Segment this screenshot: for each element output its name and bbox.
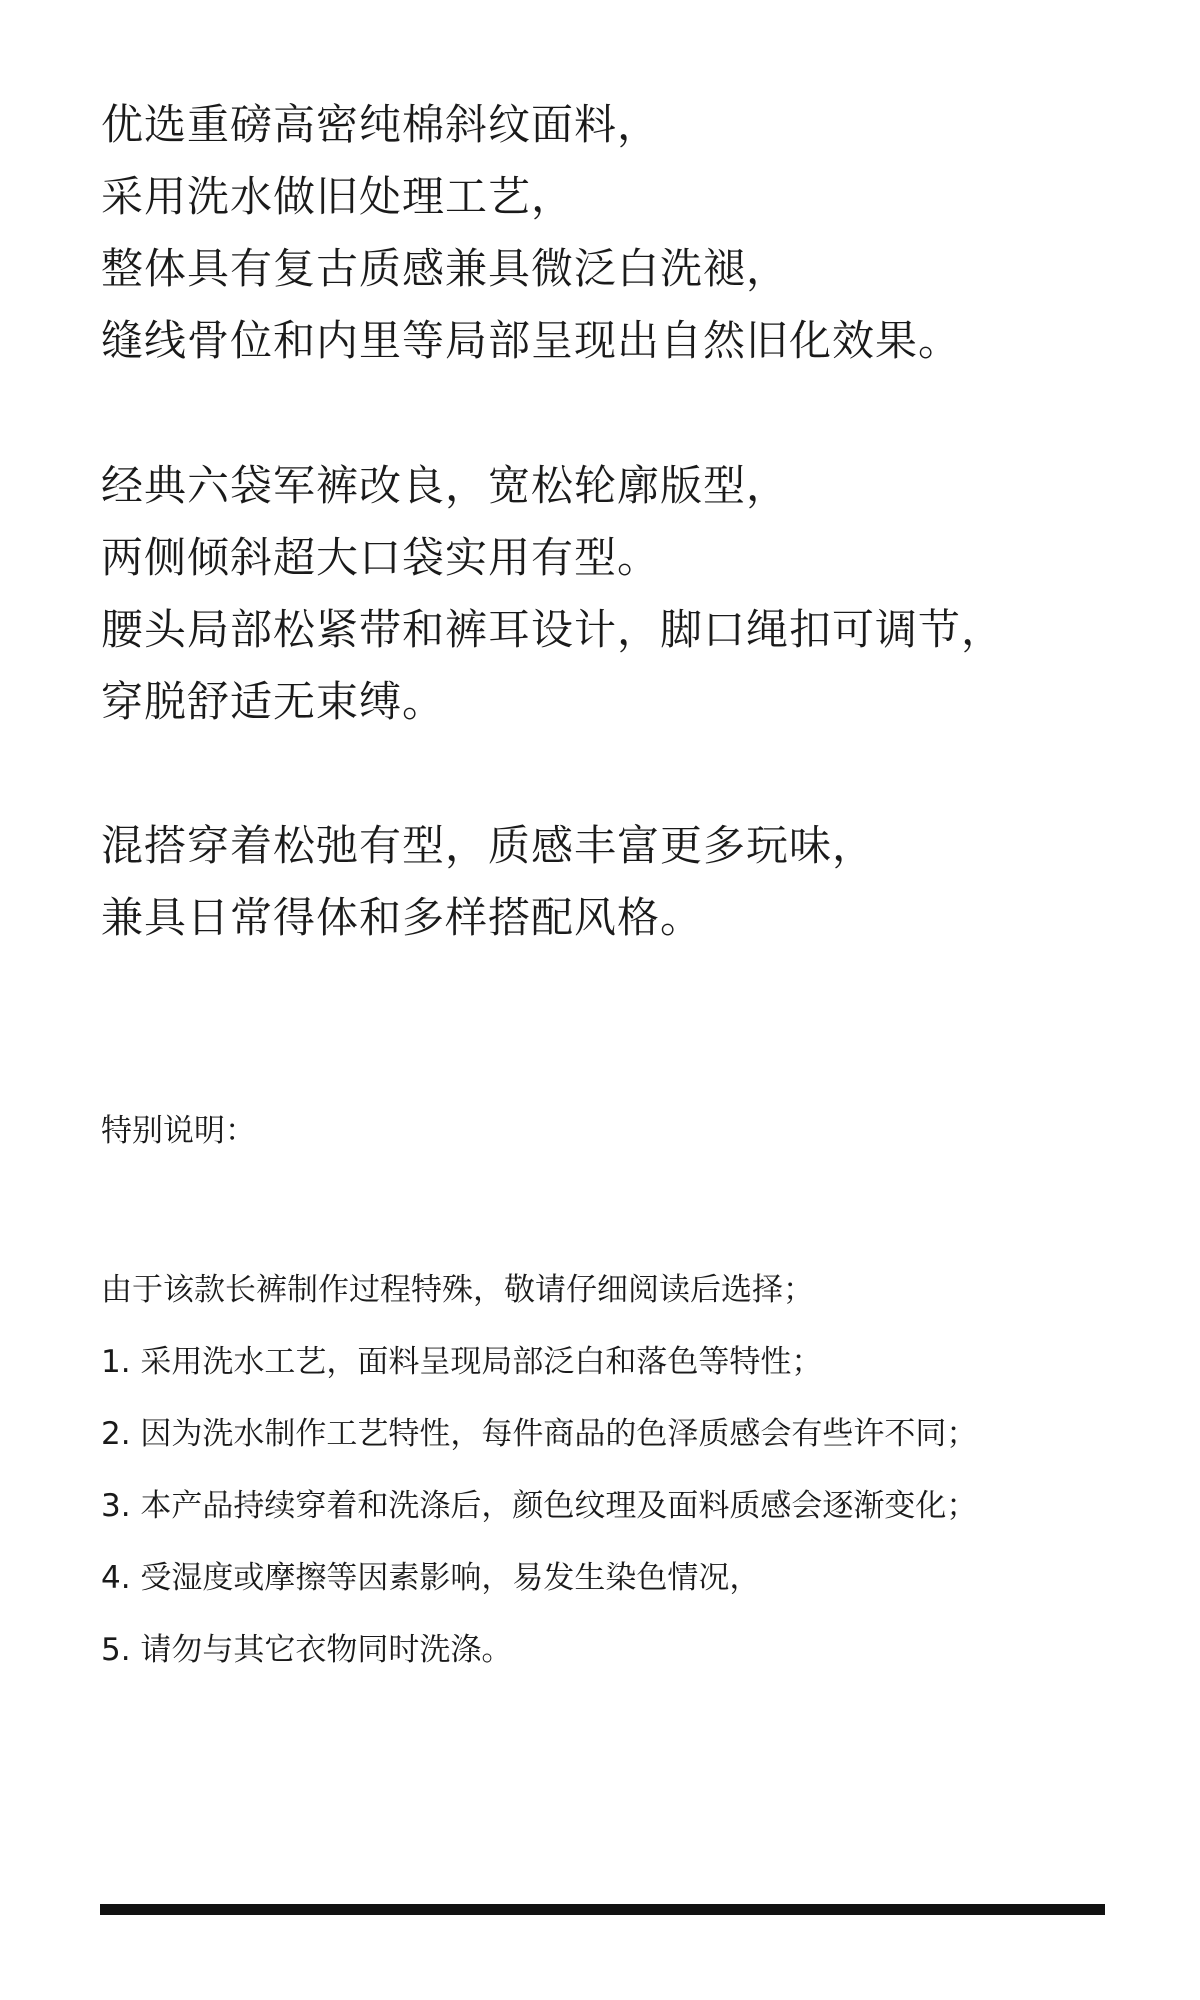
bottom-divider: [100, 1904, 1105, 1915]
description-line: 优选重磅高密纯棉斜纹面料，: [101, 100, 661, 149]
description-line: 整体具有复古质感兼具微泛白洗褪，: [101, 244, 790, 293]
special-note-item: 1. 采用洗水工艺，面料呈现局部泛白和落色等特性；: [101, 1344, 823, 1380]
special-notes-heading: 特别说明：: [101, 1113, 256, 1149]
description-line: 采用洗水做旧处理工艺，: [101, 172, 575, 221]
special-note-item: 3. 本产品持续穿着和洗涤后，颜色纹理及面料质感会逐渐变化；: [101, 1488, 978, 1524]
description-line: 穿脱舒适无束缚。: [101, 677, 446, 726]
description-line: 腰头局部松紧带和裤耳设计，脚口绳扣可调节，: [101, 605, 1005, 654]
description-line: 经典六袋军裤改良，宽松轮廓版型，: [101, 461, 790, 510]
special-note-intro: 由于该款长裤制作过程特殊，敬请仔细阅读后选择；: [101, 1272, 814, 1308]
description-line: 兼具日常得体和多样搭配风格。: [101, 893, 704, 942]
special-note-item: 4. 受湿度或摩擦等因素影响，易发生染色情况，: [101, 1560, 761, 1596]
description-paragraph-fabric: [101, 89, 1161, 377]
special-note-item: 2. 因为洗水制作工艺特性，每件商品的色泽质感会有些许不同；: [101, 1416, 978, 1452]
description-paragraph-fit: [101, 450, 1161, 738]
description-paragraph-styling: [101, 810, 1161, 954]
special-notes-list: [101, 1254, 1181, 1686]
description-line: 混搭穿着松弛有型，质感丰富更多玩味，: [101, 821, 876, 870]
description-line: 缝线骨位和内里等局部呈现出自然旧化效果。: [101, 316, 962, 365]
description-line: 两侧倾斜超大口袋实用有型。: [101, 533, 661, 582]
special-note-item: 5. 请勿与其它衣物同时洗涤。: [101, 1632, 513, 1668]
